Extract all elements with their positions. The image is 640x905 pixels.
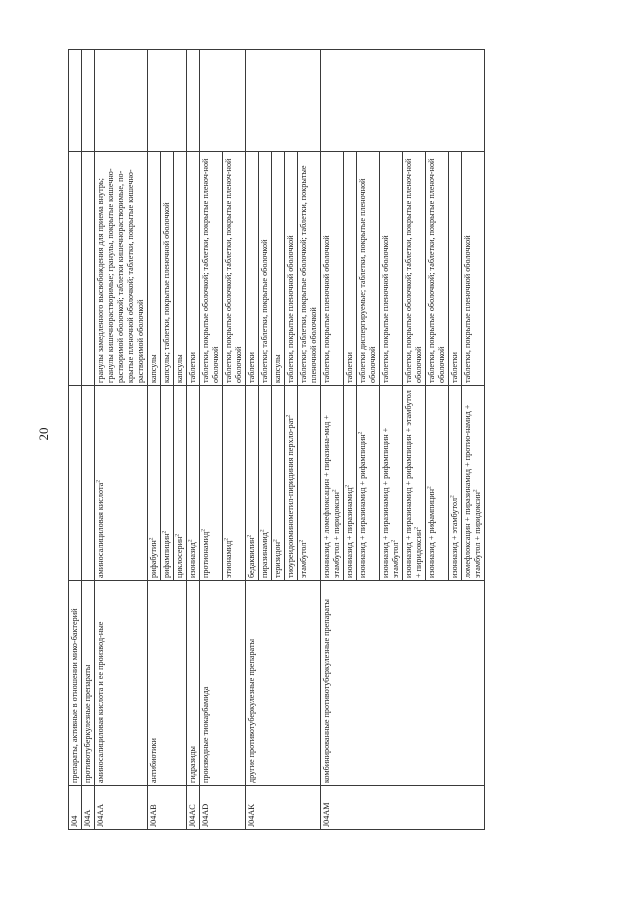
note-cell <box>321 50 485 152</box>
drug-name: этамбутол$^2$ <box>298 386 321 581</box>
drug-name: ломефлоксацин + пиразинамид + протио-намид + этамбутол + пиридоксин$^2$ <box>462 386 485 581</box>
group-name: комбинированные противотуберкулезные препараты <box>321 581 485 786</box>
group-name: препараты, активные в отношении мико-бактерий <box>69 581 82 786</box>
dosage-form: капсулы <box>148 152 161 386</box>
dosage-form: капсулы; таблетки, покрытые пленочной оболочкой <box>161 152 174 386</box>
dosage-form: таблетки; таблетки, покрытые оболочкой <box>259 152 272 386</box>
drug-name: изониазид + пиразинамид$^2$ <box>344 386 357 581</box>
atc-code: J04AK <box>246 786 321 830</box>
atc-code: J04AB <box>148 786 187 830</box>
table-row <box>200 50 223 830</box>
dosage-form: таблетки, покрытые оболочкой; таблетки, покрытые пленоч-ной оболочкой <box>223 152 246 386</box>
dosage-form: таблетки, покрытые оболочкой; таблетки, покрытые пленоч-ной оболочкой <box>426 152 449 386</box>
drug-name: рифампицин$^2$ <box>161 386 174 581</box>
atc-code: J04A <box>82 786 95 830</box>
drug-name: этионамид$^2$ <box>223 386 246 581</box>
dosage-form: таблетки диспергируемые; таблетки, покрытые пленочной оболочкой <box>357 152 380 386</box>
drug-name: изониазид + пиразинамид + рифампицин$^2$ <box>357 386 380 581</box>
table-row <box>187 50 200 830</box>
dosage-form: таблетки, покрытые пленочной оболочкой <box>321 152 344 386</box>
note-cell <box>69 50 82 152</box>
drug-name: бедаквилин$^2$ <box>246 386 259 581</box>
table-row <box>148 50 161 830</box>
group-name: противотуберкулезные препараты <box>82 581 95 786</box>
drug-name: изониазид + рифампицин$^2$ <box>426 386 449 581</box>
drug-name: пиразинамид$^2$ <box>259 386 272 581</box>
dosage-form: капсулы <box>174 152 187 386</box>
note-cell <box>246 50 321 152</box>
dosage-form: таблетки, покрытые оболочкой; таблетки, покрытые пленоч-ной оболочкой <box>200 152 223 386</box>
note-cell <box>82 50 95 152</box>
drug-name: теризидон$^2$ <box>272 386 285 581</box>
group-name: антибиотики <box>148 581 187 786</box>
dosage-form <box>69 152 82 386</box>
atc-code: J04 <box>69 786 82 830</box>
drug-name: изониазид + пиразинамид + рифампицин + этамбутол + пиридоксин$^2$ <box>403 386 426 581</box>
group-name: другие противотуберкулезные препараты <box>246 581 321 786</box>
dosage-form: таблетки, покрытые оболочкой; таблетки, покрытые пленоч-ной оболочкой <box>403 152 426 386</box>
drug-name: тиоуреидоиминометил-пиридиния перхло-рат$^2$ <box>285 386 298 581</box>
drug-name: изониазид$^2$ <box>187 386 200 581</box>
group-name: производные тиокарбамида <box>200 581 246 786</box>
dosage-form: капсулы <box>272 152 285 386</box>
dosage-form <box>82 152 95 386</box>
rotated-page-content <box>68 50 588 830</box>
drug-name: рифабутин$^2$ <box>148 386 161 581</box>
page-number: 20 <box>36 427 51 441</box>
drug-table <box>68 49 485 830</box>
note-cell <box>187 50 200 152</box>
group-name: гидразиды <box>187 581 200 786</box>
dosage-form: таблетки <box>449 152 462 386</box>
drug-name <box>82 386 95 581</box>
table-row <box>246 50 259 830</box>
drug-name: циклосерин$^2$ <box>174 386 187 581</box>
table-row <box>82 50 95 830</box>
atc-code: J04AD <box>200 786 246 830</box>
dosage-form: таблетки <box>187 152 200 386</box>
atc-code: J04AA <box>95 786 148 830</box>
dosage-form: таблетки; таблетки, покрытые оболочкой; таблетки, покрытые пленочной оболочкой <box>298 152 321 386</box>
dosage-form: таблетки, покрытые пленочной оболочкой <box>380 152 403 386</box>
table-row <box>69 50 82 830</box>
drug-name: изониазид + пиразинамид + рифампицин + этамбутол$^2$ <box>380 386 403 581</box>
table-row <box>95 50 148 830</box>
atc-code: J04AC <box>187 786 200 830</box>
dosage-form: таблетки, покрытые пленочной оболочкой <box>462 152 485 386</box>
drug-name: изониазид + ломефлоксацин + пиразина-мид + этамбутол + пиридоксин$^2$ <box>321 386 344 581</box>
table-row <box>321 50 344 830</box>
drug-name: протионамид$^2$ <box>200 386 223 581</box>
dosage-form: гранулы замедленного высвобождения для приема внутрь; гранулы кишечнорастворимые; гранулы, покрытые кишечно-растворимой оболочкой; таблетки кишечнорастворимые, по-крытые пленочной оболочкой; таблетки, покрытые кишечно-растворимой оболочкой <box>95 152 148 386</box>
group-name: аминосалициловая кислота и ее производ-ные <box>95 581 148 786</box>
drug-name <box>69 386 82 581</box>
note-cell <box>148 50 187 152</box>
dosage-form: таблетки <box>246 152 259 386</box>
drug-name: изониазид + этамбутол$^2$ <box>449 386 462 581</box>
atc-code: J04AM <box>321 786 485 830</box>
drug-name: аминосалициловая кислота$^2$ <box>95 386 148 581</box>
dosage-form: таблетки <box>344 152 357 386</box>
dosage-form: таблетки, покрытые пленочной оболочкой <box>285 152 298 386</box>
note-cell <box>200 50 246 152</box>
note-cell <box>95 50 148 152</box>
